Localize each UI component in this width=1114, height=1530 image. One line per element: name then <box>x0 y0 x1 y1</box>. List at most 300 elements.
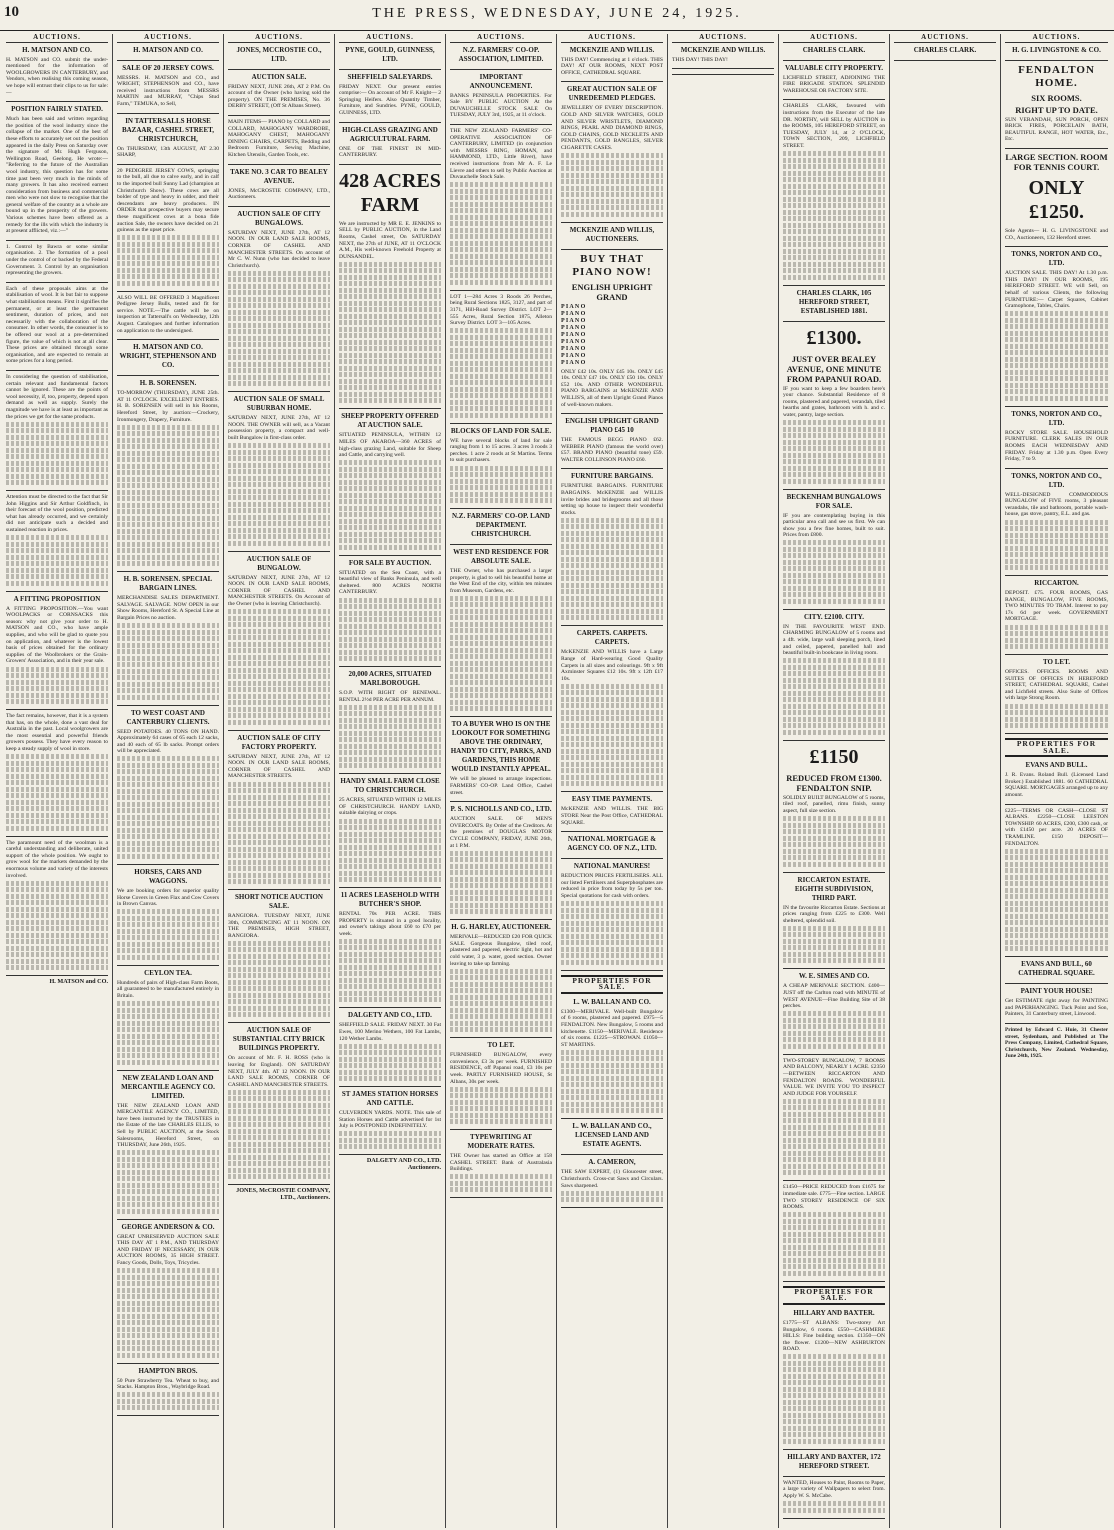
text-line <box>450 221 552 226</box>
text-line <box>6 422 108 427</box>
text-line <box>450 280 552 285</box>
text-line <box>783 816 885 821</box>
column-rule <box>339 164 441 165</box>
text-line <box>6 680 108 685</box>
illegible-text <box>783 1354 885 1444</box>
text-line <box>339 705 441 710</box>
text-line <box>561 589 663 594</box>
text-line <box>117 1170 219 1175</box>
text-line <box>228 687 330 692</box>
column-rule <box>561 791 663 792</box>
text-line <box>117 688 219 693</box>
text-line <box>450 1113 552 1118</box>
illegible-text <box>117 909 219 960</box>
advertisement-heading: RICCARTON. <box>1034 579 1079 588</box>
text-line <box>783 262 885 267</box>
text-line <box>561 960 663 965</box>
text-line <box>1005 901 1108 906</box>
text-line <box>228 873 330 878</box>
advertisement <box>1005 579 1108 649</box>
text-line <box>6 952 108 957</box>
advertisement <box>450 1133 552 1192</box>
text-line <box>339 952 441 957</box>
text-line <box>450 857 552 862</box>
text-line <box>339 372 441 377</box>
advertisement-body: IF you are contemplating buying in this particular area call and see us first. We can show you a few fine homes, built to suit. Prices from £800. <box>783 512 885 539</box>
text-line <box>561 537 663 542</box>
illegible-text <box>117 1001 219 1065</box>
text-line <box>561 192 663 197</box>
text-line <box>450 674 552 679</box>
text-line <box>228 980 330 985</box>
text-line <box>783 210 885 215</box>
text-line <box>561 1056 663 1061</box>
advertisement-heading: TO LET. <box>487 1041 515 1050</box>
text-line <box>783 1361 885 1366</box>
text-line <box>339 379 441 384</box>
column-2 <box>113 34 224 1528</box>
text-line <box>1005 927 1108 932</box>
text-line <box>117 242 219 247</box>
advertisement <box>783 289 885 316</box>
advertisement <box>561 417 663 463</box>
advertisement-body: IN THE FAVOURITE WEST END. CHARMING BUNGALOW of 5 rooms and a 4ft. wide, large wall sleeping porch, lined and ceiled, papered, panelled hall and beautiful built-in bookcase in living room. <box>783 623 885 657</box>
column-rule <box>1005 575 1108 576</box>
text-line <box>1005 376 1108 381</box>
text-line <box>783 579 885 584</box>
text-line <box>783 177 885 182</box>
text-line <box>450 635 552 640</box>
text-line <box>561 583 663 588</box>
text-line <box>228 375 330 380</box>
illegible-text <box>228 1090 330 1180</box>
text-line <box>6 555 108 560</box>
column-rule <box>783 285 885 286</box>
text-line <box>339 346 441 351</box>
text-line <box>1005 559 1108 564</box>
text-line <box>339 845 441 850</box>
advertisement-heading: SHEFFIELD SALEYARDS. <box>347 72 433 81</box>
advertisement <box>1005 228 1108 241</box>
text-line <box>339 851 441 856</box>
text-line <box>339 327 441 332</box>
column-rule <box>117 1070 219 1071</box>
advertisement-body: BANKS PENINSULA PROPERTIES. For Sale BY PUBLIC AUCTION At the DUVAUCHELLE STOCK SALE On TUESDAY, JULY 3rd, 1925, at 11 o'clock. <box>450 92 552 119</box>
advertisement-body: LICHFIELD STREET, ADJOINING THE FIRE BRIGADE STATION. SPLENDID WAREHOUSE OR FACTORY SITE. <box>783 74 885 94</box>
column-rule <box>561 1154 663 1155</box>
advertisement-heading: DALGETY AND CO., LTD. <box>348 1011 432 1020</box>
text-line <box>228 808 330 813</box>
advertisement-body: OFFICES. OFFICES. ROOMS AND SUITES OF OFFICES IN HEREFORD STREET, CATHEDRAL SQUARE, Cashel and Lichfield streets. Also Suite of Offices with large Strong Room. <box>1005 669 1108 702</box>
text-line <box>228 541 330 546</box>
text-line <box>117 916 219 921</box>
advertisement-heading: TONKS, NORTON AND CO., LTD. <box>1011 409 1102 427</box>
text-line <box>1005 526 1108 531</box>
advertisement <box>228 893 330 1017</box>
advertisement-heading: AUCTION SALE OF SMALL SUBURBAN HOME. <box>233 395 325 413</box>
text-line <box>561 684 663 689</box>
advertisement <box>561 369 663 409</box>
advertisement-heading: HORSES, CARS AND WAGGONS. <box>134 867 202 885</box>
advertisement <box>6 595 108 704</box>
text-line <box>783 1037 885 1042</box>
text-line <box>228 681 330 686</box>
text-line <box>228 310 330 315</box>
text-line <box>450 374 552 379</box>
text-line <box>117 1202 219 1207</box>
advertisement <box>228 210 330 387</box>
text-line <box>783 717 885 722</box>
advertisement-body: McKENZIE AND WILLIS have a Large Range of Hard-wearing Good Quality Carpets in all sizes and colourings. 9ft x 9ft Axminster Squares £12 10s. 9ft x 12ft £17 10s. <box>561 649 663 682</box>
text-line <box>228 1006 330 1011</box>
text-line <box>783 1031 885 1036</box>
text-line <box>117 909 219 914</box>
text-line <box>561 775 663 780</box>
advertisement-heading: H. B. SORENSEN. SPECIAL BARGAIN LINES. <box>123 575 213 593</box>
text-line <box>450 661 552 666</box>
illegible-text <box>117 1150 219 1214</box>
text-line <box>117 1176 219 1181</box>
text-line <box>450 348 552 353</box>
advertisement <box>228 46 330 64</box>
text-line <box>450 400 552 405</box>
text-line <box>117 535 219 540</box>
text-line <box>117 782 219 787</box>
text-line <box>783 249 885 254</box>
text-line <box>117 808 219 813</box>
illegible-text <box>117 235 219 286</box>
advertiser-signature: JONES, McCROSTIE COMPANY, LTD., Auctioneers. <box>236 1187 330 1201</box>
section-heading: PROPERTIES FOR SALE. <box>561 975 663 994</box>
advertisement-body: ONE OF THE FINEST IN MID-CANTERBURY. <box>339 145 441 159</box>
text-line <box>1005 888 1108 893</box>
text-line <box>783 184 885 189</box>
text-line <box>228 1122 330 1127</box>
advertisement <box>450 128 552 285</box>
text-line <box>228 941 330 946</box>
text-line <box>1005 331 1108 336</box>
text-line <box>450 864 552 869</box>
text-line <box>117 795 219 800</box>
text-line <box>117 444 219 449</box>
text-line <box>228 707 330 712</box>
illegible-text <box>6 881 108 971</box>
stacked-word: P I A N O <box>561 324 586 331</box>
text-line <box>117 841 219 846</box>
text-line <box>783 459 885 464</box>
column-8 <box>779 34 890 1528</box>
advertisement-body: THE SAW EXPERT, (1) Gloucester street, Christchurch. Cross-cut Saws and Circulars. Saws sharpened. <box>561 1169 663 1189</box>
advertisement <box>6 374 108 485</box>
advertisement <box>228 555 330 725</box>
text-line <box>228 960 330 965</box>
column-rule <box>228 730 330 731</box>
text-line <box>117 847 219 852</box>
column-rule <box>6 282 108 283</box>
text-line <box>561 199 663 204</box>
advertisement-heading: TAKE NO. 3 CAR TO BEALEY AVENUE. <box>230 167 328 185</box>
text-line <box>783 704 885 709</box>
text-line <box>339 353 441 358</box>
text-line <box>228 1142 330 1147</box>
advertisement <box>450 923 552 1032</box>
advertisement-body: Much has been said and written regarding the position of the wool industry since the collapse of the market. One of the best of these efforts to accurately set out the position appeared in the daily Press on Saturday over the signature of Mr. Hugh Ferguson, Wellington Road, Geelong. He wrote:— "Referring to the future of the Australian wool industry, this question has for some time past been very much in the minds of many growers. It has also received earnest consideration from business and commercial men who were not slow to recognise that the general welfare of the country as a whole are bound up in the prosperity of the growers. Various schemes have been offered as a remedy for the ills with which the industry is at present afflicted, viz.:—" <box>6 116 108 235</box>
display-price: 428 ACRES FARM <box>339 169 441 216</box>
text-line <box>450 615 552 620</box>
text-line <box>117 630 219 635</box>
text-line <box>6 819 108 824</box>
text-line <box>117 643 219 648</box>
text-line <box>117 1040 219 1045</box>
text-line <box>228 674 330 679</box>
text-line <box>6 780 108 785</box>
text-line <box>1005 717 1108 722</box>
column-rule <box>117 965 219 966</box>
text-line <box>117 255 219 260</box>
text-line <box>783 1419 885 1424</box>
text-line <box>1005 638 1108 643</box>
text-line <box>450 247 552 252</box>
advertisement-body: WE have several blocks of land for sale ranging from 1 to 15 acres. 3 acres 3 roods 3 perches. 1 acre 2 roods at St Martins. Terms to suit purchasers. <box>450 437 552 464</box>
text-line <box>117 922 219 927</box>
text-line <box>783 723 885 728</box>
advertiser-signature: H. MATSON and CO. <box>49 978 108 986</box>
text-line <box>6 428 108 433</box>
text-line <box>6 913 108 918</box>
column-rule <box>561 625 663 626</box>
text-line <box>561 1082 663 1087</box>
illegible-text <box>783 926 885 964</box>
text-line <box>339 711 441 716</box>
column-rule <box>117 1219 219 1220</box>
illegible-text <box>339 1131 441 1149</box>
advertisement-body: IN the favourite Riccarton Estate. Sections at prices ranging from £225 to £300. Well sheltered, splendid soil. <box>783 904 885 924</box>
advertisement <box>894 46 996 55</box>
text-line <box>339 320 441 325</box>
advertisement <box>1005 987 1108 1018</box>
advertisement <box>339 559 441 661</box>
illegible-text <box>783 1212 885 1276</box>
text-line <box>117 1327 219 1332</box>
text-line <box>450 361 552 366</box>
text-line <box>228 648 330 653</box>
text-line <box>228 323 330 328</box>
stacked-word-list <box>561 304 663 367</box>
advertisement <box>1005 117 1108 143</box>
display-price: ONLY £1250. <box>1028 176 1085 223</box>
text-line <box>783 275 885 280</box>
column-rule <box>561 1207 663 1208</box>
text-line <box>228 866 330 871</box>
advertisement <box>1005 46 1108 55</box>
advertisement <box>117 295 219 335</box>
advertisement-heading: AUCTION SALE OF CITY FACTORY PROPERTY. <box>237 733 321 751</box>
advertisement <box>339 891 441 1002</box>
text-line <box>6 761 108 766</box>
text-line <box>783 1387 885 1392</box>
advertisement <box>1005 761 1108 798</box>
advertisement-body: ROCKY STORE SALE. HOUSEHOLD FURNITURE. CLERK SALES IN OUR ROOMS EACH WEDNESDAY AND FRIDAY. Friday at 1.30 p.m. Open Every Friday, 7 to 9. <box>1005 429 1108 463</box>
text-line <box>117 1281 219 1286</box>
text-line <box>117 235 219 240</box>
advertisement-heading: BECKENHAM BUNGALOWS FOR SALE. <box>786 492 882 510</box>
text-line <box>339 750 441 755</box>
text-line <box>1005 546 1108 551</box>
advertisement-body: We will be pleased to arrange inspections. FARMERS' CO-OP. Land Office, Cashel street. <box>450 776 552 796</box>
text-line <box>228 277 330 282</box>
text-line <box>561 1191 663 1196</box>
column-rule <box>450 919 552 920</box>
column-1 <box>2 34 113 1528</box>
text-line <box>450 667 552 672</box>
text-line <box>117 1340 219 1345</box>
text-line <box>117 1307 219 1312</box>
text-line <box>561 947 663 952</box>
text-line <box>450 485 552 490</box>
text-line <box>228 502 330 507</box>
advertisement-body: THE NEW ZEALAND LOAN AND MERCANTILE AGENCY CO., LIMITED, have been instructed by the TRUSTEES in the Estate of the late CHARLES ELLIS, to Sell by PUBLIC AUCTION, at the Stock Salesrooms, Hereford Street, on THURSDAY, June 26th, 1925. <box>117 1102 219 1149</box>
text-line <box>783 1105 885 1110</box>
advertisement-heading: IMPORTANT ANNOUNCEMENT. <box>469 72 533 90</box>
text-line <box>228 450 330 455</box>
text-line <box>339 1144 441 1149</box>
text-line <box>339 965 441 970</box>
advertisement-heading: EVANS AND BULL. <box>1025 761 1088 770</box>
advertisement <box>228 119 330 159</box>
advertisement-body: IF you want to keep a few boarders here's your chance. Substantial Residence of 8 rooms, plastered and papered, verandah, tiled hearths and grates, bathroom with h. and c. water, pantry, large section. <box>783 385 885 418</box>
text-line <box>117 477 219 482</box>
text-line <box>561 557 663 562</box>
advertisement-heading: EASY TIME PAYMENTS. <box>571 795 653 804</box>
text-line <box>450 466 552 471</box>
column-rule <box>783 321 885 322</box>
text-line <box>783 958 885 963</box>
text-line <box>339 359 441 364</box>
text-line <box>228 528 330 533</box>
advertisement-body: TO-MORROW (THURSDAY), JUNE 25th. AT 11 O'CLOCK. EXCELLENT ENTRIES. H. B. SORENSEN will sell in his Rooms, Hereford Street, by auction:—Crockery, Ironmongery, Drapery, Furniture. <box>117 390 219 423</box>
text-line <box>6 933 108 938</box>
column-rule <box>339 773 441 774</box>
advertisement-heading: HAMPTON BROS. <box>138 1366 198 1375</box>
text-line <box>228 515 330 520</box>
advertisement-body: McKENZIE AND WILLIS. THE BIG STORE Near the Post Office, CATHEDRAL SQUARE. <box>561 806 663 826</box>
advertisement-body: THIS DAY! Commencing at 1 o'clock. THIS DAY! AT OUR ROOMS, NEXT POST OFFICE, CATHEDRAL SQUARE. <box>561 56 663 76</box>
column-rule <box>117 705 219 706</box>
text-line <box>117 542 219 547</box>
advertisement-heading: HILLARY AND BAXTER. <box>793 1308 875 1317</box>
advertisement-heading: BLOCKS OF LAND FOR SALE. <box>450 426 552 435</box>
text-line <box>783 1099 885 1104</box>
advertisement-heading: MCKENZIE AND WILLIS, AUCTIONEERS. <box>569 225 655 243</box>
advertisement-body: FURNITURE BARGAINS. FURNITURE BARGAINS. McKENZIE and WILLIS invite brides and bridegrooms and all those setting up house to inspect their wonderful stocks. <box>561 483 663 516</box>
column-rule <box>1005 148 1108 149</box>
text-line <box>228 463 330 468</box>
text-line <box>450 387 552 392</box>
text-line <box>117 948 219 953</box>
text-line <box>228 290 330 295</box>
text-line <box>561 576 663 581</box>
advertisement-body: 1. Control by Bawra or some similar organisation. 2. The formation of a pool under the control of or backed by the Federal Government. 3. Control by an organisation representing the growers. <box>6 243 108 277</box>
column-rule <box>1005 804 1108 805</box>
text-line <box>339 512 441 517</box>
illegible-text <box>339 705 441 769</box>
text-line <box>561 921 663 926</box>
text-line <box>450 1021 552 1026</box>
column-7 <box>668 34 779 1528</box>
text-line <box>117 815 219 820</box>
advertisement-body: THE NEW ZEALAND FARMERS' CO-OPERATIVE ASSOCIATION OF CANTERBURY, LIMITED (in conjunction with MESSRS RING, HOMAN, and HAMMOND, LTD., Little River), have received instructions from Mr A. F. Le Lievre and others to sell by Public Auction at Duvauchelle Stock Sale. <box>450 127 552 181</box>
text-line <box>117 756 219 761</box>
text-line <box>339 744 441 749</box>
advertisement <box>117 46 219 55</box>
advertisement-body: GREAT UNRESERVED AUCTION SALE THIS DAY AT 1 P.M., AND THURSDAY AND FRIDAY IF NECESSARY, IN OUR AUCTION ROOMS, 35 HIGH STREET. Fancy Goods, Dolls, Toys, Tricycles. <box>117 1233 219 1267</box>
text-line <box>783 855 885 860</box>
text-line <box>117 274 219 279</box>
display-subheading: JUST OVER BEALEY AVENUE, ONE MINUTE FROM PAPANUI ROAD. <box>786 353 882 384</box>
column-rule <box>117 571 219 572</box>
advertisement-body: WELL-DESIGNED COMMODIOUS BUNGALOW of FIVE rooms, 3 pleasant verandahs, tile and bathroom, portable wash-house, gas stove, pantry, E.L. and gas. <box>1005 491 1108 518</box>
column-rule <box>450 290 552 291</box>
column-heading: AUCTIONS. <box>228 34 330 43</box>
text-line <box>1005 396 1108 401</box>
text-line <box>228 655 330 660</box>
illegible-text <box>339 819 441 883</box>
text-line <box>117 942 219 947</box>
display-price: £1150 <box>809 745 859 768</box>
page-number: 10 <box>4 4 19 20</box>
text-line <box>450 241 552 246</box>
advertisement-body: SATURDAY NEXT, JUNE 27th, AT 12 NOON. IN OUR LAND SALE ROOMS, CORNER OF CASHEL AND MANCHESTER STREETS. On Account of the Owner (who is leaving Christchurch). <box>228 574 330 608</box>
text-line <box>783 216 885 221</box>
text-line <box>450 341 552 346</box>
illegible-text <box>228 609 330 725</box>
text-line <box>228 368 330 373</box>
advertisement <box>450 73 552 119</box>
text-line <box>783 479 885 484</box>
text-line <box>339 604 441 609</box>
advertisement <box>450 548 552 711</box>
text-line <box>450 693 552 698</box>
advertisement-heading: HIGH-CLASS GRAZING AND AGRICULTURAL FARM. <box>342 125 438 143</box>
text-line <box>339 958 441 963</box>
illegible-text <box>117 756 219 859</box>
text-line <box>228 297 330 302</box>
text-line <box>117 1392 219 1397</box>
advertisement-heading: TYPEWRITING AT MODERATE RATES. <box>467 1133 535 1151</box>
text-line <box>339 757 441 762</box>
advertisement-body: In considering the question of stabilisation, certain relevant and fundamental factors cannot be ignored. These are the points of wool necessity, if, too, property, depend upon demand as well as supply. Surely the magnitude we have is at least as important as the prices we get for the same products. <box>6 373 108 420</box>
column-rule <box>783 1180 885 1181</box>
text-line <box>783 1118 885 1123</box>
text-line <box>117 802 219 807</box>
illegible-text <box>450 328 552 418</box>
text-line <box>450 602 552 607</box>
text-line <box>783 151 885 156</box>
text-line <box>339 288 441 293</box>
text-line <box>450 335 552 340</box>
advertisement-body: 25 ACRES, SITUATED WITHIN 12 MILES OF CHRISTCHURCH. HANDY LAND, suitable dairying or crops. <box>339 797 441 817</box>
text-line <box>339 1057 441 1062</box>
text-line <box>228 629 330 634</box>
text-line <box>117 935 219 940</box>
text-line <box>228 443 330 448</box>
stacked-word: P I A N O <box>561 331 586 338</box>
text-line <box>339 385 441 390</box>
illegible-text <box>783 1011 885 1049</box>
advertisement-heading: TO LET. <box>1043 658 1070 667</box>
text-line <box>117 496 219 501</box>
text-line <box>1005 723 1108 728</box>
